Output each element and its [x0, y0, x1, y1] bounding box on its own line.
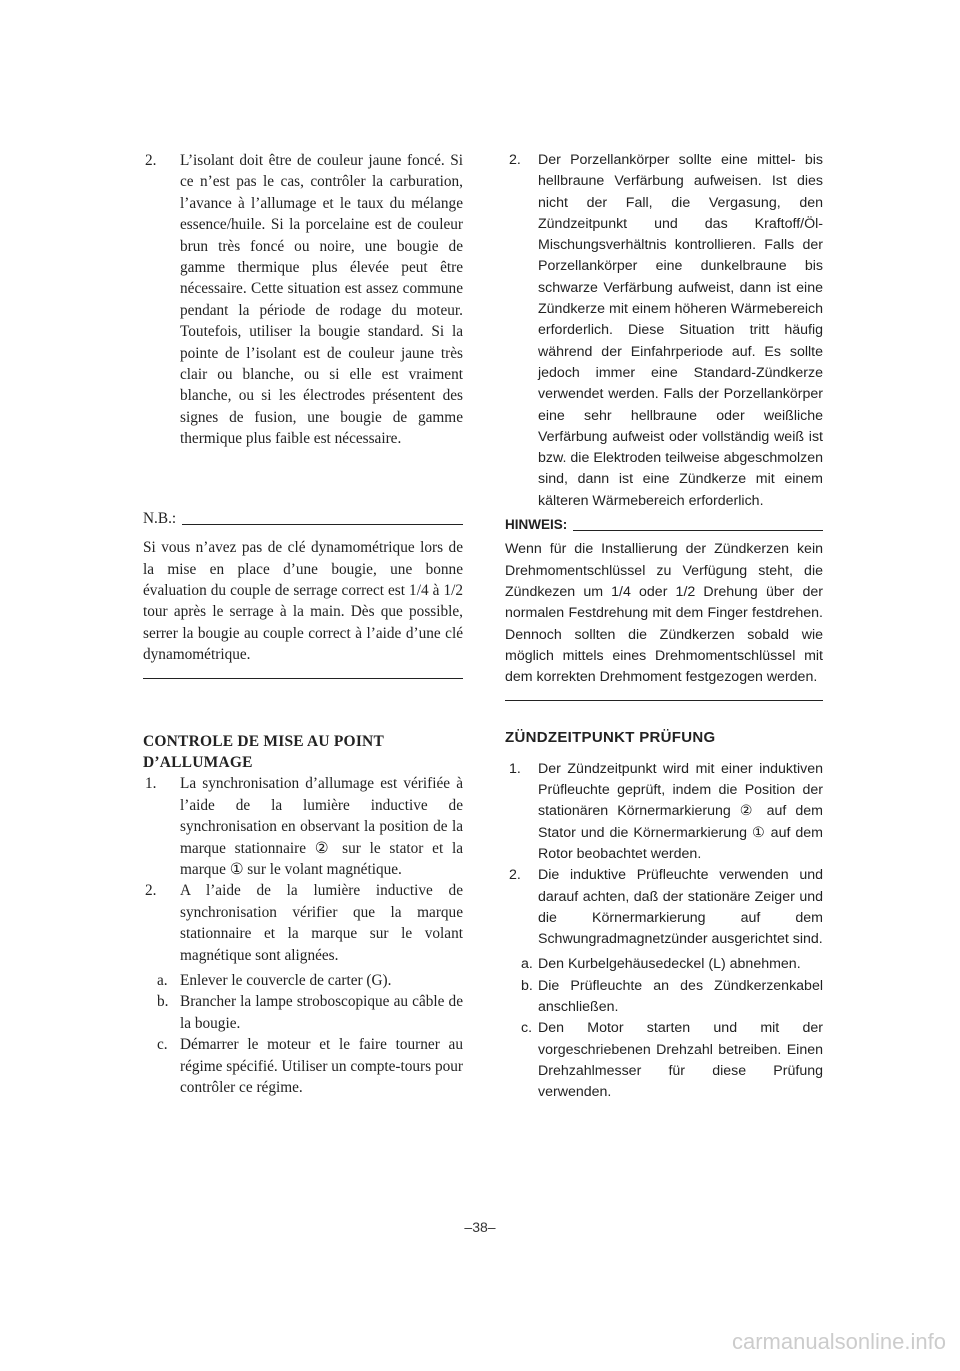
fr-note-label: N.B.: [143, 509, 177, 527]
de-step-1-text: Der Zündzeitpunkt wird mit einer induktiven Prüfleuchte geprüft, indem die Position der stationären Körnermarkierung ② auf dem Stator und die Körnermarkierung ① auf dem Rotor beobachtet werden. [538, 760, 823, 862]
fr-section-heading: CONTROLE DE MISE AU POINT D’ALLUMAGE [143, 732, 384, 771]
fr-substep-b-letter: b. [157, 993, 169, 1011]
fr-note-rule [182, 524, 463, 525]
fr-step-1-text: La synchronisation d’allumage est vérifiée à l’aide de la lumière inductive de synchronisation en observant la position de la marque stationnaire ② sur le stator et la marque ① sur le volant magnétique. [180, 775, 463, 878]
fr-substep-c [143, 1034, 463, 1098]
fr-item-2 [143, 150, 463, 450]
de-substep-a [505, 954, 823, 975]
fr-substep-a-text: Enlever le couvercle de carter (G). [180, 972, 392, 989]
fr-item-2-text: L’isolant doit être de couleur jaune foncé. Si ce n’est pas le cas, contrôler la carburation, l’avance à l’allumage et le taux du mélange essence/huile. Si la porcelaine est de couleur brun très foncé ou noire, une bougie de gamme thermique plus élevée peut être nécessaire. Cette situation est assez commune pendant la période de rodage du moteur. Toutefois, utiliser la bougie standard. Si la pointe de l’isolant est de couleur jaune très clair ou blanche, ou si elle est vraiment blanche, ou si les électrodes présentent des signes de fusion, une bougie de gamme thermique plus faible est nécessaire. [180, 152, 463, 448]
de-substep-b-text: Die Prüfleuchte an des Zündkerzenkabel anschließen. [538, 977, 823, 1015]
fr-step-2 [143, 880, 463, 966]
german-column [505, 150, 823, 1103]
de-section-heading: ZÜNDZEITPUNKT PRÜFUNG [505, 729, 716, 747]
fr-note-text: Si vous n’avez pas de clé dynamométrique lors de la mise en place d’une bougie, une bonne évaluation du couple de serrage correct est 1/4 à 1/2 tour après le serrage à la main. Dès que possible, serrer la bougie au couple correct à l’aide d’une clé dynamométrique. [143, 539, 463, 664]
page-number: –38– [464, 1219, 496, 1235]
de-item-2 [505, 150, 823, 512]
de-substep-a-letter: a. [521, 956, 533, 973]
fr-note-header [143, 508, 463, 529]
fr-step-2-number: 2. [145, 882, 157, 900]
de-step-1-number: 1. [509, 760, 521, 777]
de-substep-b [505, 976, 823, 1019]
de-substep-c [505, 1018, 823, 1103]
de-item-2-text: Der Porzellankörper sollte eine mittel- bis hellbraune Verfärbung aufweisen. Ist dies nicht der Fall, die Vergasung, den Zündzeitpunkt und das Kraftoff/Öl-Mischungsverhältnis kontrollieren. Falls der Porzellankörper eine dunkelbraune bis schwarze Verfärbung aufweist, dann ist eine Zündkerze mit einem höheren Wärmebereich erforderlich. Diese Situation tritt häufig während der Einfahrperiode auf. Es sollte jedoch immer eine Standard-Zündkerze verwendet werden. Falls der Porzellankörper eine sehr hellbraune oder weißliche Verfärbung aufweist oder vollständig weiß ist bzw. die Elektroden teilweise abgeschmolzen sind, dann ist eine Zündkerze mit einem kälteren Wärmebereich erforderlich. [538, 152, 823, 509]
site-watermark: carmanualsonline.info [731, 1329, 946, 1354]
de-note-text: Wenn für die Installierung der Zündkerzen kein Drehmomentschlüssel zu Verfügung steht, die Zündkezen um 1/4 oder 1/2 Drehung über der normalen Festdrehung mit dem Finger festdrehen. Dennoch sollten die Zündkerzen sobald wie möglich mittels eines Drehmomentschlüssel mit dem korrekten Drehmoment festgezogen werden. [505, 541, 823, 686]
fr-substep-b [143, 991, 463, 1034]
de-item-2-number: 2. [509, 152, 521, 168]
de-note-header [505, 514, 823, 535]
fr-step-1 [143, 773, 463, 880]
de-step-1 [505, 759, 823, 865]
de-step-2 [505, 865, 823, 950]
french-column [143, 150, 463, 1098]
de-step-2-number: 2. [509, 867, 521, 884]
de-substep-c-letter: c. [521, 1020, 533, 1037]
fr-step-2-text: A l’aide de la lumière inductive de synchronisation vérifier que la marque stationnaire et la marque sur le volant magnétique sont alignées. [180, 882, 463, 964]
de-substep-c-text: Den Motor starten und mit der vorgeschriebenen Drehzahl betreiben. Einen Drehzahlmesser für diese Prüfung verwenden. [538, 1020, 823, 1101]
fr-step-1-number: 1. [145, 775, 157, 793]
de-note-rule [573, 530, 823, 531]
de-note-label: HINWEIS: [505, 517, 568, 533]
de-substep-b-letter: b. [521, 977, 533, 994]
fr-substep-c-letter: c. [157, 1036, 168, 1054]
fr-item-2-number: 2. [145, 152, 157, 169]
fr-substep-a [143, 970, 463, 991]
de-substep-a-text: Den Kurbelgehäusedeckel (L) abnehmen. [538, 956, 801, 973]
de-step-2-text: Die induktive Prüfleuchte verwenden und darauf achten, daß der stationäre Zeiger und die Körnermarkierung auf dem Schwungradmagnetzünder ausgerichtet sind. [538, 867, 823, 948]
fr-substep-a-letter: a. [157, 972, 168, 989]
fr-substep-b-text: Brancher la lampe stroboscopique au câble de la bougie. [180, 993, 463, 1032]
fr-substep-c-text: Démarrer le moteur et le faire tourner au régime spécifié. Utiliser un compte-tours pour contrôler ce régime. [180, 1036, 463, 1097]
